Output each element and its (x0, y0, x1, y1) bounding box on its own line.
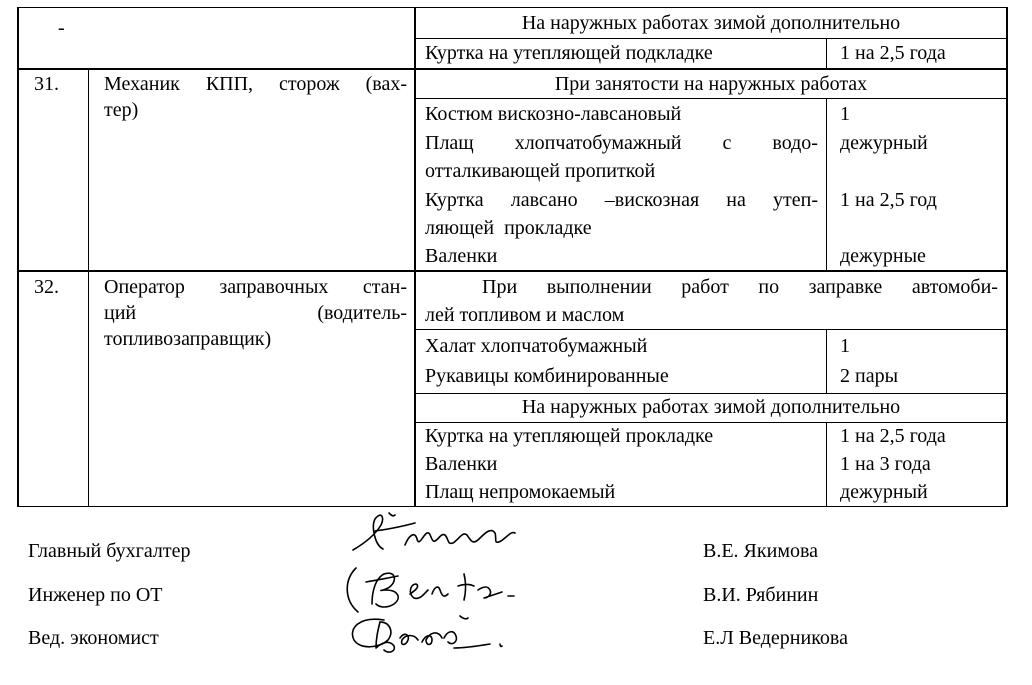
row31-norm-2: дежурный (840, 132, 928, 154)
row31-item-3-line1 (425, 186, 818, 214)
top-section-heading: На наружных работах зимой дополнительно (521, 12, 901, 34)
signer-name-3: Е.Л Ведерникова (703, 627, 848, 649)
row31-profession-line2: тер) (104, 99, 139, 121)
row32-item1-2: Рукавицы комбинированные (425, 365, 669, 387)
row31-norm-1: 1 (840, 103, 850, 125)
handwritten-signature-1 (345, 505, 525, 565)
table-border-right (1006, 7, 1008, 507)
row31-prof-word: (вах- (365, 73, 407, 95)
row31-number: 31. (34, 73, 59, 95)
row31-prof-word: КПП, (205, 73, 254, 95)
table-border-norm-col-b (826, 98, 827, 270)
row31-norm-4: дежурные (840, 245, 926, 267)
row32-section1-line2: лей топливом и маслом (425, 304, 625, 326)
row32-norm1-2: 2 пары (840, 365, 899, 387)
row31-item2-word: с (722, 132, 732, 154)
row32-sec1-word: работ (681, 276, 729, 298)
handwritten-signature-3 (340, 608, 520, 660)
signer-position-1: Главный бухгалтер (28, 540, 191, 562)
row32-profession-line2 (104, 299, 407, 327)
row31-item3-word: лавсано (510, 189, 578, 211)
row31-item3-word: утеп- (773, 189, 818, 211)
row32-norm2-1: 1 на 2,5 года (840, 425, 946, 447)
table-border-norm-col-d (826, 422, 827, 507)
row31-item-3-line2: ляющей прокладке (425, 217, 592, 239)
signer-position-3: Вед. экономист (28, 627, 159, 649)
row31-prof-word: Механик (104, 73, 180, 95)
row32-sec1-word: заправке (808, 276, 883, 298)
row32-prof-word: стан- (362, 276, 407, 298)
signer-name-1: В.Е. Якимова (703, 540, 819, 562)
row32-item2-2: Валенки (425, 453, 498, 475)
row32-number: 32. (34, 276, 59, 298)
signer-position-2: Инженер по ОТ (28, 584, 163, 606)
row32-profession-line1 (104, 273, 407, 301)
row31-item-1: Костюм вискозно-лавсановый (425, 103, 682, 125)
row32-sec1-word: При (482, 276, 518, 298)
table-line-row31-sub (414, 98, 1008, 99)
row32-sec1-word: выполнении (546, 276, 652, 298)
row32-section1-line1 (482, 273, 998, 301)
row31-prof-word: сторож (278, 73, 340, 95)
row32-norm2-2: 1 на 3 года (840, 453, 931, 475)
row32-prof-word: Оператор (104, 276, 185, 298)
row32-prof-word: ций (104, 302, 137, 324)
row32-norm1-1: 1 (840, 335, 850, 357)
table-line-row32-sub1 (414, 329, 1008, 330)
row31-profession-line1 (104, 70, 407, 98)
row32-sec1-word: по (758, 276, 780, 298)
row32-profession-line3: топливозаправщик) (104, 328, 272, 350)
signer-name-2: В.И. Рябинин (703, 584, 819, 606)
row31-item2-word: водо- (772, 132, 818, 154)
row32-section2-heading: На наружных работах зимой дополнительно (521, 396, 901, 418)
table-border-norm-col-c (826, 329, 827, 393)
table-border-norm-col-a (826, 38, 827, 68)
row31-section-heading: При занятости на наружных работах (554, 73, 868, 95)
top-item: Куртка на утепляющей подкладке (425, 42, 713, 64)
row31-item-2-line1 (425, 129, 818, 157)
row32-norm2-3: дежурный (840, 481, 928, 503)
row31-item-4: Валенки (425, 245, 498, 267)
row31-item3-word: на (726, 189, 746, 211)
row32-item1-1: Халат хлопчатобумажный (425, 335, 648, 357)
table-border-top (17, 7, 1008, 8)
row32-sec1-word: автомоби- (911, 276, 998, 298)
row32-prof-word: (водитель- (317, 302, 407, 324)
row32-item2-3: Плащ непромокаемый (425, 481, 616, 503)
row31-item3-word: –вискозная (604, 189, 700, 211)
row32-item2-1: Куртка на утепляющей прокладке (425, 425, 714, 447)
row31-item3-word: Куртка (425, 189, 484, 211)
top-dash: - (58, 17, 65, 39)
row31-norm-3: 1 на 2,5 год (840, 189, 937, 211)
table-border-num-col (88, 68, 89, 507)
row32-prof-word: заправочных (219, 276, 329, 298)
row31-item2-word: хлопчатобумажный (514, 132, 682, 154)
row31-item-2-line2: отталкивающей пропиткой (425, 160, 656, 182)
row31-item2-word: Плащ (425, 132, 474, 154)
table-line-row32 (17, 270, 1008, 272)
top-norm: 1 на 2,5 года (840, 42, 946, 64)
table-border-left (17, 7, 19, 507)
